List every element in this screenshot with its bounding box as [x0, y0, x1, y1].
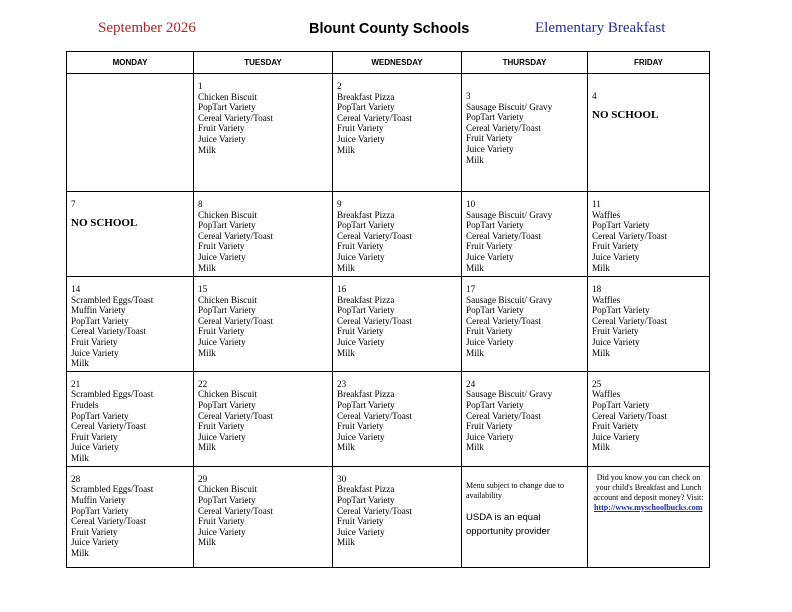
day-cell [194, 277, 333, 372]
menu-item: PopTart Variety [198, 305, 256, 316]
menu-item: Juice Variety [71, 442, 119, 453]
menu-item: PopTart Variety [466, 112, 524, 123]
col-header-tuesday: TUESDAY [194, 52, 333, 74]
menu-item: Cereal Variety/Toast [337, 112, 412, 123]
menu-item: Milk [198, 442, 216, 453]
menu-item: Chicken Biscuit [198, 91, 257, 102]
menu-item: Fruit Variety [71, 336, 118, 347]
menu-item: Cereal Variety/Toast [466, 410, 541, 421]
menu-item: Fruit Variety [466, 133, 513, 144]
menu-item: Breakfast Pizza [337, 389, 395, 400]
menu-change-note: Menu subject to change due to availability [466, 480, 564, 500]
calendar-month-title: September 2026 [98, 20, 196, 36]
col-header-friday: FRIDAY [588, 52, 710, 74]
menu-item: Milk [198, 347, 216, 358]
usda-statement: USDA is an equal opportunity provider [466, 511, 550, 537]
menu-item: PopTart Variety [198, 220, 256, 231]
menu-item: Cereal Variety/Toast [198, 315, 273, 326]
menu-item: Milk [71, 358, 89, 369]
menu-item: Breakfast Pizza [337, 209, 395, 220]
menu-item: Fruit Variety [71, 431, 118, 442]
menu-item: Juice Variety [337, 431, 385, 442]
menu-item: Fruit Variety [198, 123, 245, 134]
myschoolbucks-link[interactable]: http://www.myschoolbucks.com [594, 502, 703, 512]
week-row [67, 371, 710, 466]
menu-item: Milk [198, 144, 216, 155]
day-cell [333, 74, 462, 192]
menu-item: Juice Variety [337, 133, 385, 144]
menu-item: Juice Variety [198, 431, 246, 442]
menu-item: Cereal Variety/Toast [592, 230, 667, 241]
menu-item: Frudels [71, 399, 99, 410]
menu-item: PopTart Variety [337, 305, 395, 316]
menu-item: PopTart Variety [592, 305, 650, 316]
menu-item: PopTart Variety [592, 220, 650, 231]
menu-item: Milk [337, 442, 355, 453]
menu-item: PopTart Variety [337, 220, 395, 231]
menu-item: Chicken Biscuit [198, 484, 257, 495]
day-cell [462, 74, 588, 192]
menu-item: Cereal Variety/Toast [466, 230, 541, 241]
menu-item: Cereal Variety/Toast [337, 230, 412, 241]
menu-item: PopTart Variety [592, 399, 650, 410]
day-number: 30 [337, 473, 347, 484]
menu-item: Cereal Variety/Toast [198, 505, 273, 516]
menu-item: Milk [466, 347, 484, 358]
menu-item: Fruit Variety [198, 421, 245, 432]
menu-item: Milk [71, 547, 89, 558]
promo-text: Did you know you can check on your child's Breakfast and Lunch account and deposit money? Visit: [593, 472, 704, 502]
menu-item: Fruit Variety [337, 326, 384, 337]
menu-item: PopTart Variety [71, 410, 129, 421]
menu-item: Scrambled Eggs/Toast [71, 389, 154, 400]
menu-item: Milk [198, 262, 216, 273]
day-number: 22 [198, 378, 208, 389]
breakfast-calendar [66, 51, 710, 568]
menu-item: Cereal Variety/Toast [466, 122, 541, 133]
menu-item: Juice Variety [466, 336, 514, 347]
day-number: 14 [71, 284, 81, 294]
menu-item: Juice Variety [337, 526, 385, 537]
menu-item: Sausage Biscuit/ Gravy [466, 209, 553, 220]
menu-item: Fruit Variety [466, 241, 513, 252]
menu-item: Cereal Variety/Toast [592, 410, 667, 421]
menu-item: Milk [592, 262, 610, 273]
menu-item: Juice Variety [466, 251, 514, 262]
menu-item: Scrambled Eggs/Toast [71, 294, 154, 305]
menu-item: Juice Variety [71, 537, 119, 548]
day-number: 21 [71, 378, 81, 389]
menu-item: Fruit Variety [71, 526, 118, 537]
menu-item: Milk [337, 347, 355, 358]
day-cell [194, 74, 333, 192]
menu-item: Milk [592, 442, 610, 453]
day-cell [462, 192, 588, 277]
menu-item: Fruit Variety [592, 421, 639, 432]
notes-cell [462, 466, 588, 567]
menu-item: PopTart Variety [337, 399, 395, 410]
menu-item: Fruit Variety [337, 421, 384, 432]
menu-item: Milk [337, 262, 355, 273]
menu-item: PopTart Variety [71, 505, 129, 516]
week-row [67, 74, 710, 192]
menu-item: Juice Variety [592, 336, 640, 347]
menu-item: Juice Variety [198, 251, 246, 262]
day-number: 25 [592, 378, 602, 389]
menu-item: Cereal Variety/Toast [71, 421, 146, 432]
day-cell [333, 277, 462, 372]
day-number: 23 [337, 378, 347, 389]
menu-item: Sausage Biscuit/ Gravy [466, 389, 553, 400]
no-school-notice: NO SCHOOL [592, 108, 659, 121]
menu-item: Fruit Variety [198, 516, 245, 527]
menu-item: Breakfast Pizza [337, 484, 395, 495]
day-cell [462, 277, 588, 372]
menu-item: Juice Variety [592, 431, 640, 442]
menu-item: Breakfast Pizza [337, 294, 395, 305]
day-number: 10 [466, 199, 476, 209]
menu-item: Juice Variety [337, 336, 385, 347]
menu-item: Fruit Variety [592, 241, 639, 252]
day-cell [194, 371, 333, 466]
menu-item: PopTart Variety [466, 220, 524, 231]
menu-item: Sausage Biscuit/ Gravy [466, 294, 553, 305]
day-number: 11 [592, 199, 601, 209]
day-cell [67, 466, 194, 567]
day-cell [67, 371, 194, 466]
no-school-notice: NO SCHOOL [71, 216, 138, 229]
menu-item: PopTart Variety [466, 305, 524, 316]
menu-item: Fruit Variety [198, 326, 245, 337]
menu-item: Cereal Variety/Toast [592, 315, 667, 326]
col-header-wednesday: WEDNESDAY [333, 52, 462, 74]
menu-item: Juice Variety [466, 431, 514, 442]
school-district-title: Blount County Schools [309, 21, 470, 37]
day-number: 24 [466, 378, 476, 389]
menu-item: Juice Variety [337, 251, 385, 262]
menu-item: Milk [198, 537, 216, 548]
menu-item: Cereal Variety/Toast [198, 112, 273, 123]
day-cell [67, 277, 194, 372]
menu-item: PopTart Variety [337, 102, 395, 113]
promo-cell [588, 466, 710, 567]
menu-item: Fruit Variety [466, 326, 513, 337]
menu-item: Juice Variety [466, 143, 514, 154]
menu-item: Chicken Biscuit [198, 294, 257, 305]
day-number: 1 [198, 81, 203, 91]
menu-item: Juice Variety [198, 336, 246, 347]
menu-item: Muffin Variety [71, 494, 126, 505]
menu-item: Waffles [592, 209, 621, 220]
menu-item: Milk [466, 154, 484, 165]
menu-item: Cereal Variety/Toast [198, 410, 273, 421]
menu-item: Milk [337, 144, 355, 155]
week-row [67, 277, 710, 372]
day-cell [333, 371, 462, 466]
menu-item: Juice Variety [198, 526, 246, 537]
menu-item: Juice Variety [71, 347, 119, 358]
day-number: 3 [466, 91, 471, 101]
day-cell [333, 466, 462, 567]
day-number: 29 [198, 473, 208, 484]
menu-item: Milk [592, 347, 610, 358]
day-cell [588, 277, 710, 372]
menu-item: Fruit Variety [592, 326, 639, 337]
menu-item: Cereal Variety/Toast [198, 230, 273, 241]
menu-item: Chicken Biscuit [198, 209, 257, 220]
menu-item: Cereal Variety/Toast [466, 315, 541, 326]
day-number: 28 [71, 473, 81, 484]
day-number: 4 [592, 91, 597, 101]
menu-item: Waffles [592, 389, 621, 400]
menu-type-title: Elementary Breakfast [535, 20, 666, 36]
menu-item: Scrambled Eggs/Toast [71, 484, 154, 495]
day-cell [462, 371, 588, 466]
day-cell [588, 371, 710, 466]
col-header-thursday: THURSDAY [462, 52, 588, 74]
day-number: 8 [198, 199, 203, 209]
col-header-monday: MONDAY [67, 52, 194, 74]
menu-item: Cereal Variety/Toast [337, 505, 412, 516]
day-cell [194, 466, 333, 567]
menu-item: Milk [466, 262, 484, 273]
menu-item: Breakfast Pizza [337, 91, 395, 102]
menu-item: Fruit Variety [337, 516, 384, 527]
menu-item: Fruit Variety [337, 123, 384, 134]
day-number: 7 [71, 199, 76, 209]
menu-item: Milk [337, 537, 355, 548]
menu-item: Milk [466, 442, 484, 453]
menu-item: Cereal Variety/Toast [71, 326, 146, 337]
menu-item: Sausage Biscuit/ Gravy [466, 101, 553, 112]
menu-item: Chicken Biscuit [198, 389, 257, 400]
menu-item: PopTart Variety [71, 315, 129, 326]
menu-item: Cereal Variety/Toast [337, 315, 412, 326]
day-number: 18 [592, 284, 602, 294]
day-cell [67, 192, 194, 277]
menu-item: Fruit Variety [466, 421, 513, 432]
menu-item: Milk [71, 452, 89, 463]
day-cell [588, 74, 710, 192]
menu-item: PopTart Variety [198, 102, 256, 113]
day-cell [333, 192, 462, 277]
menu-item: PopTart Variety [337, 494, 395, 505]
day-cell [588, 192, 710, 277]
menu-item: Cereal Variety/Toast [71, 516, 146, 527]
day-number: 15 [198, 284, 208, 294]
menu-item: Juice Variety [592, 251, 640, 262]
day-cell [67, 74, 194, 192]
menu-item: Cereal Variety/Toast [337, 410, 412, 421]
week-row [67, 192, 710, 277]
menu-item: Muffin Variety [71, 305, 126, 316]
day-number: 16 [337, 284, 347, 294]
day-number: 2 [337, 81, 342, 91]
week-row [67, 466, 710, 567]
day-number: 17 [466, 284, 476, 294]
menu-item: PopTart Variety [198, 399, 256, 410]
menu-item: Waffles [592, 294, 621, 305]
menu-item: Juice Variety [198, 133, 246, 144]
menu-item: Fruit Variety [198, 241, 245, 252]
menu-item: Fruit Variety [337, 241, 384, 252]
day-number: 9 [337, 199, 342, 209]
weekday-header-row [67, 52, 710, 74]
day-cell [194, 192, 333, 277]
menu-item: PopTart Variety [466, 399, 524, 410]
menu-item: PopTart Variety [198, 494, 256, 505]
